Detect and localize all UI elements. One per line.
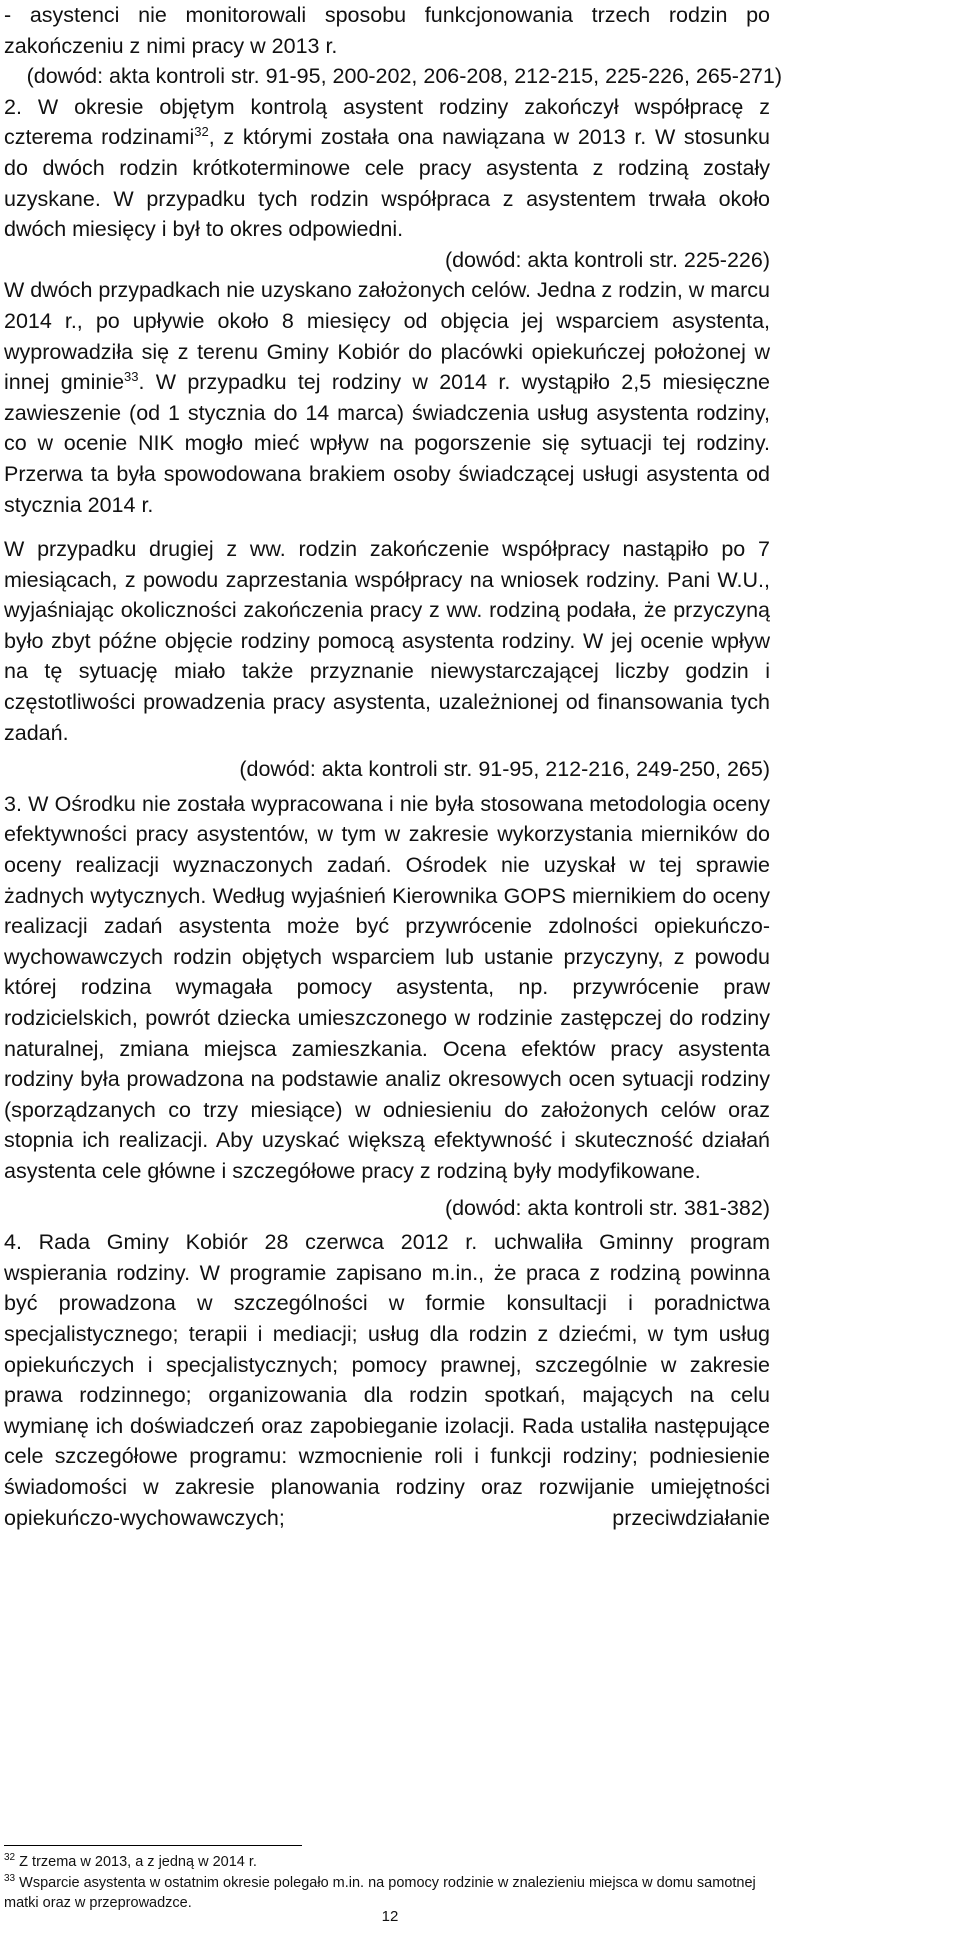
footnote-separator (4, 1845, 302, 1846)
paragraph-3 (4, 275, 770, 520)
paragraph-bullet-monitoring: - asystenci nie monitorowali sposobu funkcjonowania trzech rodzin po zakończeniu z nimi pracy w 2013 r. (4, 3, 770, 58)
body-text (4, 0, 782, 1533)
footnote-number-33: 33 (4, 1872, 16, 1884)
paragraph-3-text-b: . W przypadku tej rodziny w 2014 r. wystąpiło 2,5 miesięczne zawieszenie (od 1 stycznia do 14 marca) świadczenia usług asystenta rodziny, co w ocenie NIK mogło mieć wpływ na pogorszenie się sytuacji tej rodziny. Przerwa ta była spowodowana brakiem osoby świadczącej usługi asystenta od stycznia 2014 r. (4, 370, 770, 517)
footnote-32 (4, 1852, 770, 1873)
evidence-citation-1: (dowód: akta kontroli str. 91-95, 200-202, 206-208, 212-215, 225-226, 265-271) (26, 64, 782, 89)
footnote-ref-33[interactable]: 33 (124, 368, 139, 384)
paragraph-6: 4. Rada Gminy Kobiór 28 czerwca 2012 r. uchwaliła Gminny program wspierania rodziny. W programie zapisano m.in., że praca z rodziną powinna być prowadzona w szczególności w formie konsultacji i poradnictwa specjalistycznego; terapii i mediacji; usług dla rodzin z dziećmi, w tym usług opiekuńczych i specjalistycznych; pomocy prawnej, szczególnie w zakresie prawa rodzinnego; organizowania dla rodzin spotkań, mających na celu wymianę ich doświadczeń oraz zapobieganie izolacji. Rada ustaliła następujące cele szczegółowe programu: wzmocnienie roli i funkcji rodziny; podniesienie świadomości w zakresie planowania rodziny oraz rozwijanie umiejętności opiekuńczo-wychowawczych; przeciwdziałanie (4, 1230, 770, 1530)
footnote-number-32: 32 (4, 1852, 16, 1864)
paragraph-3-text-a: W dwóch przypadkach nie uzyskano założonych celów. Jedna z rodzin, w marcu 2014 r., po upływie około 8 miesięcy od objęcia jej wsparciem asystenta, wyprowadziła się z terenu Gminy Kobiór do placówki opiekuńczej położonej w innej gminie (4, 278, 771, 395)
footnote-text-32: Z trzema w 2013, a z jedną w 2014 r. (15, 1854, 257, 1870)
paragraph-5: 3. W Ośrodku nie została wypracowana i nie była stosowana metodologia oceny efektywności pracy asystentów, w tym w zakresie wykorzystania mierników do oceny realizacji wyznaczonych zadań. Ośrodek nie uzyskał w tej sprawie żadnych wytycznych. Według wyjaśnień Kierownika GOPS miernikiem do oceny realizacji zadań asystenta może być przywrócenie zdolności opiekuńczo-wychowawczych rodzin objętych wsparciem lub ustanie przyczyny, z powodu której rodzina wymagała pomocy asystenta, np. przywrócenie praw rodzicielskich, powrót dziecka umieszczonego w rodzinie zastępczej do rodziny naturalnej, zmiana miejsca zamieszkania. Ocena efektów pracy asystenta rodziny była prowadzona na podstawie analiz okresowych ocen sytuacji rodziny (sporządzanych co trzy miesiące) w odniesieniu do założonych celów oraz stopnia ich realizacji. Aby uzyskać większą efektywność i skuteczność działań asystenta cele główne i szczegółowe pracy z rodziną były modyfikowane. (4, 791, 770, 1183)
evidence-citation-2: (dowód: akta kontroli str. 225-226) (444, 247, 770, 272)
footnotes (4, 1852, 770, 1914)
paragraph-4: W przypadku drugiej z ww. rodzin zakończenie współpracy nastąpiło po 7 miesiącach, z powodu zaprzestania współpracy na wniosek rodziny. Pani W.U., wyjaśniając okoliczności zakończenia pracy z ww. rodziną podała, że przyczyną było zbyt późne objęcie rodziny pomocą asystenta rodziny. W jej ocenie wpływ na tę sytuację miało także przyznanie niewystarczającej liczby godzin i częstotliwości prowadzenia pracy asystenta, uzależnionej od finansowania tych zadań. (4, 537, 770, 745)
paragraph-2-text-a: 2. W okresie objętym kontrolą asystent rodziny zakończył współpracę z czterema rodzinami (4, 94, 770, 150)
evidence-citation-4: (dowód: akta kontroli str. 381-382) (444, 1195, 770, 1220)
paragraph-2 (4, 92, 770, 245)
footnote-ref-32[interactable]: 32 (194, 124, 209, 140)
evidence-citation-3: (dowód: akta kontroli str. 91-95, 212-216, 249-250, 265) (239, 757, 770, 782)
page-number: 12 (381, 1908, 399, 1925)
paragraph-2-text-b: , z którymi została ona nawiązana w 2013 r. W stosunku do dwóch rodzin krótkoterminowe cele pracy asystenta z rodziną zostały uzyskane. W przypadku tych rodzin współpraca z asystentem trwała około dwóch miesięcy i był to okres odpowiedni. (4, 125, 770, 242)
footnote-text-33: Wsparcie asystenta w ostatnim okresie polegało m.in. na pomocy rodzinie w znalezieniu miejsca w domu samotnej matki oraz w przeprowadzce. (4, 1874, 756, 1911)
